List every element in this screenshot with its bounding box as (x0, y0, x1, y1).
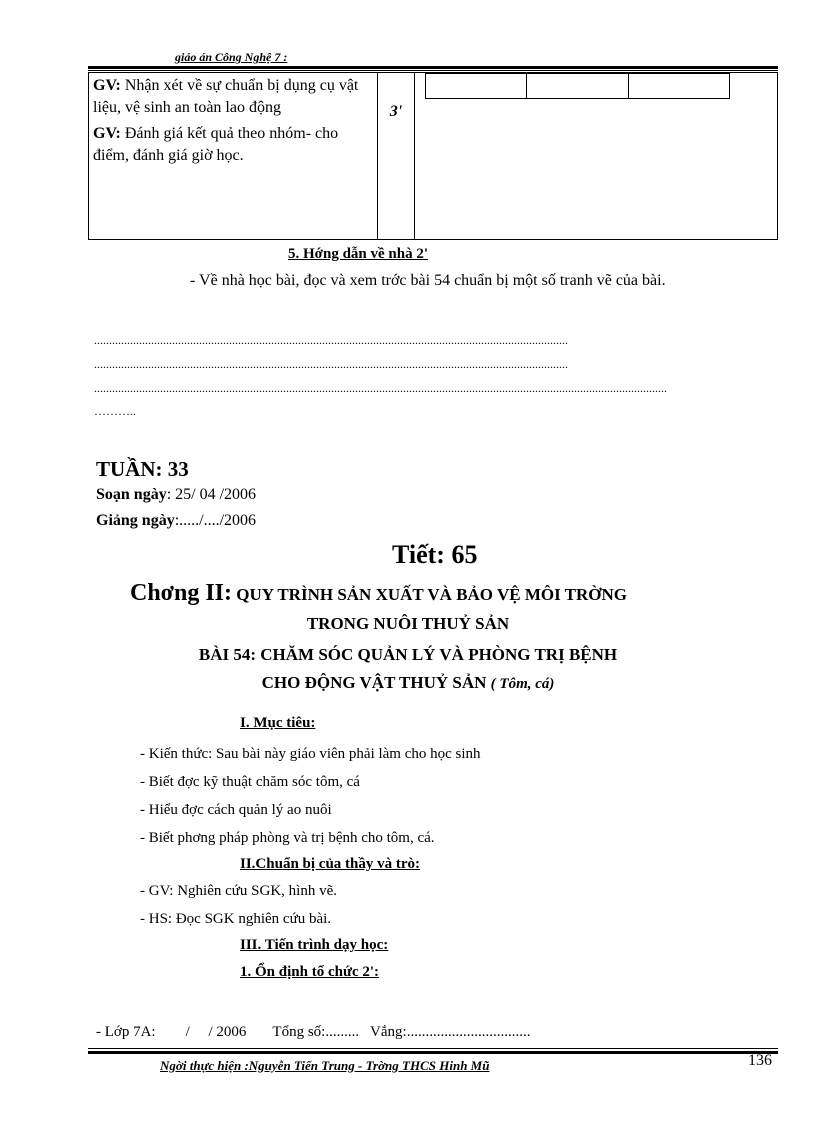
week-number: TUẦN: 33 (96, 457, 189, 481)
time-cell: 3' (378, 73, 415, 240)
objective-item: - Biết phơng pháp phòng và trị bệnh cho tôm, cá. (140, 830, 435, 846)
objective-item: - Kiến thức: Sau bài này giáo viên phải làm cho học sinh (140, 746, 481, 762)
footer-rule-thick (88, 1051, 778, 1054)
homework-heading: 5. Hớng dẫn về nhà 2' (288, 246, 429, 262)
teach-date: Giảng ngày:...../..../2006 (96, 512, 257, 529)
student-activity-cell (415, 73, 778, 240)
lesson-title-line2: CHO ĐỘNG VẬT THUỶ SẢN ( Tôm, cá) (261, 673, 555, 692)
gv-remark-2: GV: Đánh giá kết quả theo nhóm- cho điểm, đánh giá giờ học. (93, 125, 339, 164)
activity-table (88, 72, 778, 240)
process-subheading: 1. Ổn định tổ chức 2': (240, 964, 380, 980)
objective-item: - Hiểu đợc cách quản lý ao nuôi (140, 802, 332, 818)
dotted-line-1: .............................................................................................................................................................. (94, 333, 568, 347)
preparation-item: - GV: Nghiên cứu SGK, hình vẽ. (140, 883, 337, 899)
preparation-item: - HS: Đọc SGK nghiên cứu bài. (140, 911, 332, 927)
dotted-line-2: .............................................................................................................................................................. (94, 357, 568, 371)
gv-remark-1: GV: Nhận xét về sự chuẩn bị dụng cụ vật liệu, vệ sinh an toàn lao động (93, 77, 359, 116)
page-number: 136 (748, 1052, 772, 1069)
process-heading: III. Tiến trình dạy học: (240, 937, 389, 953)
teacher-activity-cell (89, 73, 378, 240)
header-rule-thick (88, 66, 778, 69)
footer-rule-thin (88, 1048, 778, 1049)
lesson-title-line1: BÀI 54: CHĂM SÓC QUẢN LÝ VÀ PHÒNG TRỊ BỆNH (198, 645, 618, 664)
objective-item: - Biết đợc kỹ thuật chăm sóc tôm, cá (140, 774, 360, 790)
chapter-title: Chơng II: QUY TRÌNH SẢN XUẤT VÀ BẢO VỆ MÔI TRỜNG (130, 580, 628, 606)
chapter-title-line2: TRONG NUÔI THUỶ SẢN (306, 614, 510, 633)
inner-grid (425, 73, 730, 99)
period-number: Tiết: 65 (392, 540, 478, 569)
class-attendance-line: - Lớp 7A: / / 2006 Tổng số:......... Vắng:................................. (96, 1024, 531, 1040)
dotted-line-4: ……….. (94, 404, 136, 418)
header-title: giáo án Công Nghệ 7 : (175, 50, 288, 64)
homework-text: - Về nhà học bài, đọc và xem trớc bài 54 chuẩn bị một số tranh vẽ của bài. (190, 272, 666, 289)
footer-author: Ngời thực hiện :Nguyễn Tiến Trung - Trờng THCS Hinh Mũ (160, 1058, 490, 1073)
objectives-heading: I. Mục tiêu: (240, 715, 316, 731)
prep-date: Soạn ngày: 25/ 04 /2006 (96, 486, 257, 503)
preparation-heading: II.Chuẩn bị của thầy và trò: (240, 856, 421, 872)
header-rule-thin (88, 70, 778, 71)
dotted-line-3: ............................................................................................................................................................................................... (94, 381, 667, 395)
